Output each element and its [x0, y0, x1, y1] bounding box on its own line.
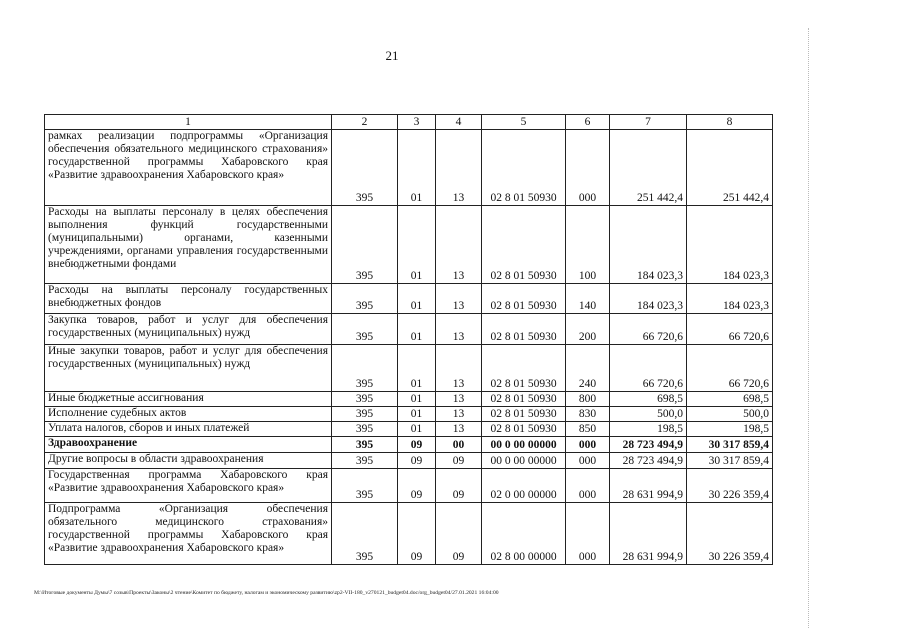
row-code-4: 09: [436, 453, 482, 469]
row-code-5: 02 8 01 50930: [482, 314, 566, 345]
row-amount-7: 184 023,3: [610, 284, 687, 314]
row-code-4: 13: [436, 392, 482, 407]
row-code-3: 09: [398, 453, 436, 469]
row-amount-8: 184 023,3: [687, 206, 773, 284]
row-description: Здравоохранение: [45, 437, 332, 453]
row-amount-8: 251 442,4: [687, 130, 773, 206]
row-code-4: 13: [436, 314, 482, 345]
row-amount-7: 28 723 494,9: [610, 453, 687, 469]
row-code-2: 395: [332, 407, 398, 422]
row-description: Исполнение судебных актов: [45, 407, 332, 422]
row-amount-7: 184 023,3: [610, 206, 687, 284]
row-description: рамках реализации подпрограммы «Организация обеспечения обязательного медицинского страхования» государственной программы Хабаровского края «Развитие здравоохранения Хабаровского края»: [45, 130, 332, 206]
row-code-5: 02 8 01 50930: [482, 284, 566, 314]
row-code-6: 850: [566, 422, 610, 437]
row-amount-8: 698,5: [687, 392, 773, 407]
row-amount-8: 66 720,6: [687, 345, 773, 392]
row-description: Иные закупки товаров, работ и услуг для обеспечения государственных (муниципальных) нужд: [45, 345, 332, 392]
row-amount-7: 66 720,6: [610, 314, 687, 345]
row-amount-7: 28 631 994,9: [610, 469, 687, 503]
row-code-3: 01: [398, 392, 436, 407]
row-code-3: 01: [398, 284, 436, 314]
row-amount-8: 198,5: [687, 422, 773, 437]
row-amount-7: 28 631 994,9: [610, 503, 687, 565]
row-code-2: 395: [332, 206, 398, 284]
row-code-3: 09: [398, 469, 436, 503]
table-row: [45, 469, 773, 503]
row-amount-8: 30 317 859,4: [687, 453, 773, 469]
row-description: Расходы на выплаты персоналу в целях обеспечения выполнения функций государственными (муниципальными) органами, казенными учреждениями, органами управления государственными внебюджетными фондами: [45, 206, 332, 284]
row-amount-7: 698,5: [610, 392, 687, 407]
row-code-6: 000: [566, 130, 610, 206]
row-code-4: 13: [436, 284, 482, 314]
row-code-4: 13: [436, 422, 482, 437]
row-amount-8: 30 226 359,4: [687, 503, 773, 565]
row-code-5: 02 8 01 50930: [482, 392, 566, 407]
row-code-4: 09: [436, 469, 482, 503]
document-file-path: M:\Итоговые документы Думы\7 созыв\Проекты\Законы\2 чтение\Комитет по бюджету, налогам и экономическому развитию\zp2-VII-180_v270121_budget04.doc/org_budget04/27.01.2021 16:04:00: [34, 590, 499, 596]
row-code-2: 395: [332, 453, 398, 469]
header-cell: 3: [398, 115, 436, 130]
row-description: Другие вопросы в области здравоохранения: [45, 453, 332, 469]
row-code-6: 000: [566, 453, 610, 469]
row-description: Закупка товаров, работ и услуг для обеспечения государственных (муниципальных) нужд: [45, 314, 332, 345]
row-code-5: 02 8 00 00000: [482, 503, 566, 565]
row-code-6: 000: [566, 503, 610, 565]
table-row: [45, 284, 773, 314]
row-code-5: 02 8 01 50930: [482, 130, 566, 206]
row-description: Подпрограмма «Организация обеспечения обязательного медицинского страхования» государственной программы Хабаровского края «Развитие здравоохранения Хабаровского края»: [45, 503, 332, 565]
row-code-2: 395: [332, 503, 398, 565]
row-code-2: 395: [332, 130, 398, 206]
header-cell: 4: [436, 115, 482, 130]
table-header-row: [45, 115, 773, 130]
header-cell: 6: [566, 115, 610, 130]
table-row-section: [45, 437, 773, 453]
row-amount-8: 66 720,6: [687, 314, 773, 345]
table-row: [45, 345, 773, 392]
table-row: [45, 407, 773, 422]
row-code-2: 395: [332, 437, 398, 453]
row-amount-8: 184 023,3: [687, 284, 773, 314]
row-code-2: 395: [332, 422, 398, 437]
row-code-5: 02 8 01 50930: [482, 422, 566, 437]
row-code-2: 395: [332, 314, 398, 345]
row-amount-8: 500,0: [687, 407, 773, 422]
row-amount-8: 30 317 859,4: [687, 437, 773, 453]
row-description: Иные бюджетные ассигнования: [45, 392, 332, 407]
row-amount-7: 251 442,4: [610, 130, 687, 206]
row-code-6: 000: [566, 437, 610, 453]
row-code-6: 830: [566, 407, 610, 422]
row-code-5: 00 0 00 00000: [482, 453, 566, 469]
row-code-3: 01: [398, 407, 436, 422]
row-description: Расходы на выплаты персоналу государственных внебюджетных фондов: [45, 284, 332, 314]
row-code-2: 395: [332, 284, 398, 314]
row-code-2: 395: [332, 469, 398, 503]
scan-margin-line: [808, 28, 810, 628]
row-code-3: 01: [398, 422, 436, 437]
page-number: 21: [385, 48, 399, 63]
row-amount-8: 30 226 359,4: [687, 469, 773, 503]
row-code-5: 00 0 00 00000: [482, 437, 566, 453]
header-cell: 1: [45, 115, 332, 130]
row-amount-7: 28 723 494,9: [610, 437, 687, 453]
row-code-5: 02 8 01 50930: [482, 345, 566, 392]
table-row: [45, 206, 773, 284]
row-code-4: 13: [436, 206, 482, 284]
row-description: Государственная программа Хабаровского края «Развитие здравоохранения Хабаровского края»: [45, 469, 332, 503]
row-code-5: 02 8 01 50930: [482, 206, 566, 284]
row-code-6: 800: [566, 392, 610, 407]
row-code-4: 00: [436, 437, 482, 453]
header-cell: 2: [332, 115, 398, 130]
row-description: Уплата налогов, сборов и иных платежей: [45, 422, 332, 437]
table-row: [45, 503, 773, 565]
row-code-6: 200: [566, 314, 610, 345]
row-amount-7: 198,5: [610, 422, 687, 437]
row-code-5: 02 0 00 00000: [482, 469, 566, 503]
row-code-3: 01: [398, 206, 436, 284]
row-code-2: 395: [332, 345, 398, 392]
row-code-4: 13: [436, 407, 482, 422]
row-code-4: 13: [436, 345, 482, 392]
table-row: [45, 453, 773, 469]
table-row: [45, 314, 773, 345]
row-code-3: 01: [398, 314, 436, 345]
table-row: [45, 392, 773, 407]
budget-table: [44, 114, 773, 565]
row-code-3: 01: [398, 345, 436, 392]
row-code-4: 13: [436, 130, 482, 206]
row-code-5: 02 8 01 50930: [482, 407, 566, 422]
row-code-3: 09: [398, 503, 436, 565]
header-cell: 5: [482, 115, 566, 130]
header-cell: 8: [687, 115, 773, 130]
row-code-6: 100: [566, 206, 610, 284]
row-code-6: 000: [566, 469, 610, 503]
row-code-3: 01: [398, 130, 436, 206]
row-amount-7: 66 720,6: [610, 345, 687, 392]
row-code-6: 240: [566, 345, 610, 392]
row-code-2: 395: [332, 392, 398, 407]
row-code-3: 09: [398, 437, 436, 453]
row-code-4: 09: [436, 503, 482, 565]
table-row: [45, 130, 773, 206]
row-amount-7: 500,0: [610, 407, 687, 422]
row-code-6: 140: [566, 284, 610, 314]
header-cell: 7: [610, 115, 687, 130]
table-row: [45, 422, 773, 437]
